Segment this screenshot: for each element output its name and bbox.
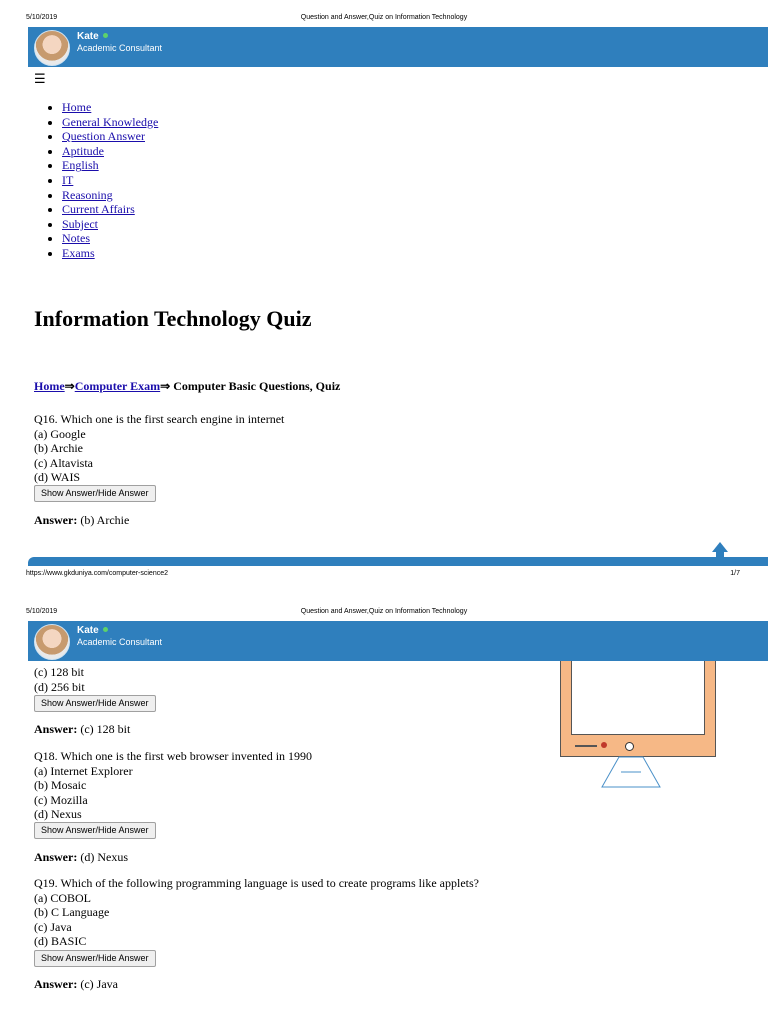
nav-link[interactable]: General Knowledge	[62, 114, 159, 129]
nav-link[interactable]: Exams	[62, 245, 95, 260]
nav-link[interactable]: Aptitude	[62, 143, 104, 158]
question-text: Q18. Which one is the first web browser invented in 1990	[34, 749, 313, 763]
online-status-icon	[103, 33, 108, 38]
nav-link[interactable]: Home	[62, 100, 92, 114]
option: (b) Mosaic	[34, 778, 87, 792]
nav-item-exams	[62, 246, 158, 261]
answer-value: (c) Java	[80, 977, 118, 991]
monitor-line	[575, 745, 597, 747]
question-block	[34, 749, 312, 822]
main-nav	[34, 100, 158, 261]
online-status-icon	[103, 627, 108, 632]
nav-item-it	[62, 173, 158, 188]
menu-icon[interactable]: ☰	[34, 72, 46, 87]
question-text: Q19. Which of the following programming language is used to create programs like applets?	[34, 876, 479, 890]
answer-value: (d) Nexus	[80, 850, 128, 864]
nav-link[interactable]: Reasoning	[62, 187, 113, 202]
answer-line	[34, 850, 128, 865]
chat-agent-name: Kate	[77, 625, 108, 636]
breadcrumb	[34, 379, 340, 394]
nav-item-question-answer	[62, 129, 158, 144]
breadcrumb-separator: ⇒	[64, 379, 75, 393]
monitor-stand-icon	[601, 756, 661, 788]
option: (d) WAIS	[34, 470, 81, 484]
print-title: Question and Answer,Quiz on Information Technology	[300, 14, 468, 21]
nav-link[interactable]: Question Answer	[62, 129, 145, 144]
show-answer-button[interactable]: Show Answer/Hide Answer	[34, 485, 156, 502]
answer-label: Answer:	[34, 850, 78, 864]
computer-illustration	[560, 660, 716, 757]
power-button-icon	[625, 742, 634, 751]
option: (d) Nexus	[34, 807, 82, 821]
nav-item-general-knowledge	[62, 115, 158, 130]
page-title: Information Technology Quiz	[34, 306, 312, 331]
nav-item-reasoning	[62, 188, 158, 203]
option: (a) COBOL	[34, 890, 91, 905]
print-date: 5/10/2019	[26, 14, 58, 21]
answer-value: (b) Archie	[80, 513, 130, 527]
nav-link[interactable]: English	[62, 158, 99, 173]
show-answer-button[interactable]: Show Answer/Hide Answer	[34, 695, 156, 712]
nav-item-current-affairs	[62, 202, 158, 217]
print-page-number: 1/7	[730, 570, 740, 577]
show-answer-button[interactable]: Show Answer/Hide Answer	[34, 822, 156, 839]
chat-bar-strip[interactable]	[28, 557, 768, 566]
show-answer-button[interactable]: Show Answer/Hide Answer	[34, 950, 156, 967]
chat-agent-role: Academic Consultant	[77, 637, 163, 647]
nav-item-home	[62, 100, 158, 115]
answer-line	[34, 977, 118, 992]
question-text: Q16. Which one is the first search engine in internet	[34, 412, 285, 426]
question-block	[34, 412, 284, 485]
answer-value: (c) 128 bit	[80, 722, 131, 736]
breadcrumb-current: ⇒ Computer Basic Questions, Quiz	[160, 379, 341, 393]
nav-link[interactable]: Subject	[62, 216, 98, 231]
option: (d) BASIC	[34, 934, 87, 948]
breadcrumb-home-link[interactable]: Home	[34, 379, 65, 393]
option: (d) 256 bit	[34, 679, 85, 694]
option: (b) C Language	[34, 905, 110, 919]
question-block	[34, 665, 85, 694]
option: (a) Google	[34, 426, 86, 441]
nav-item-notes	[62, 231, 158, 246]
option: (c) Java	[34, 919, 72, 934]
option: (c) Altavista	[34, 455, 93, 470]
option: (c) 128 bit	[34, 665, 84, 679]
nav-item-english	[62, 158, 158, 173]
breadcrumb-section-link[interactable]: Computer Exam	[74, 379, 161, 393]
nav-link[interactable]: Current Affairs	[62, 202, 135, 217]
monitor-screen	[571, 660, 705, 735]
avatar	[34, 30, 70, 66]
nav-item-subject	[62, 217, 158, 232]
answer-label: Answer:	[34, 513, 78, 527]
chat-widget-bar[interactable]	[28, 621, 768, 661]
chat-agent-role: Academic Consultant	[77, 43, 163, 53]
answer-label: Answer:	[34, 977, 78, 991]
answer-label: Answer:	[34, 722, 78, 736]
nav-item-aptitude	[62, 144, 158, 159]
nav-link[interactable]: Notes	[62, 231, 90, 246]
answer-line	[34, 722, 130, 737]
option: (b) Archie	[34, 441, 83, 455]
question-block	[34, 876, 479, 949]
avatar	[34, 624, 70, 660]
chat-widget-bar[interactable]	[28, 27, 768, 67]
scroll-top-icon-stem	[716, 551, 724, 557]
print-url: https://www.gkduniya.com/computer-science2	[26, 570, 169, 577]
nav-link[interactable]: IT	[62, 172, 74, 187]
print-date: 5/10/2019	[26, 608, 58, 615]
option: (a) Internet Explorer	[34, 763, 133, 778]
option: (c) Mozilla	[34, 792, 88, 807]
print-title: Question and Answer,Quiz on Information Technology	[300, 608, 468, 615]
chat-agent-name: Kate	[77, 31, 108, 42]
answer-line	[34, 513, 129, 528]
power-light-icon	[601, 742, 607, 748]
